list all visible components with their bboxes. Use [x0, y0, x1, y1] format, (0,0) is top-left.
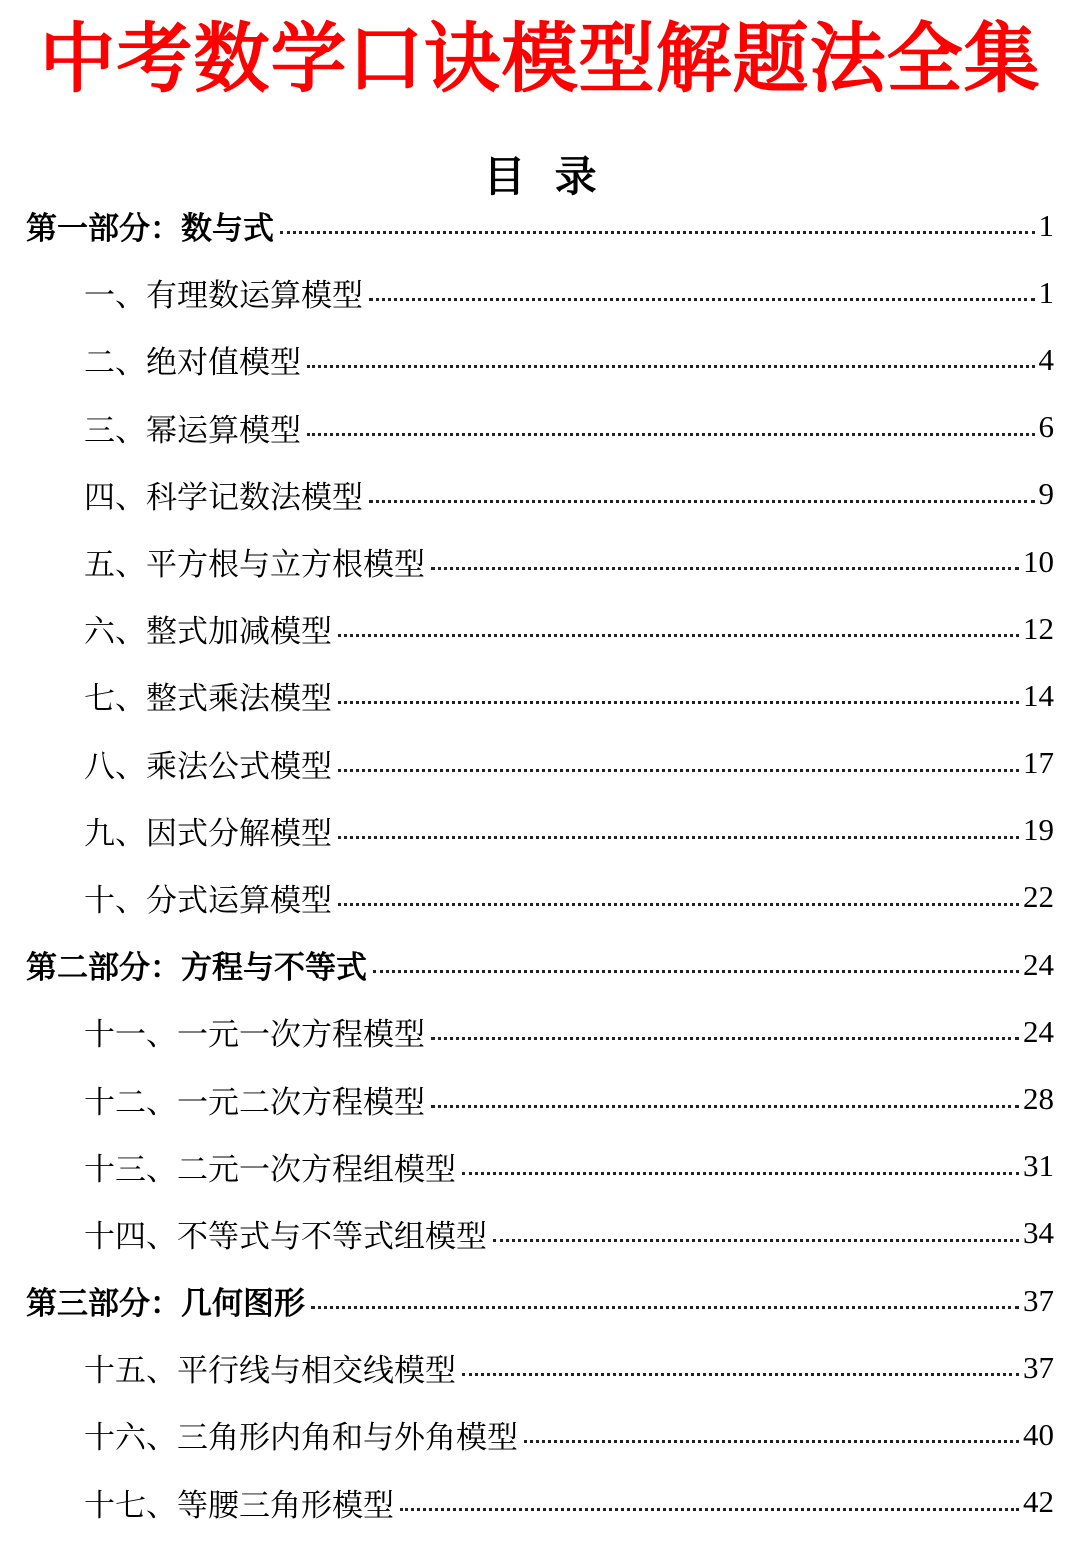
toc-entry-page: 34: [1023, 1215, 1054, 1251]
toc-entry-page: 6: [1038, 409, 1054, 445]
dot-leader: [338, 836, 1019, 839]
toc-chapter-entry[interactable]: [0, 528, 1080, 595]
toc-entry-page: 1: [1038, 274, 1054, 310]
dot-leader: [431, 1037, 1019, 1040]
toc-entry-label: 十二、一元二次方程模型: [84, 1084, 425, 1121]
toc-chapter-entry[interactable]: [0, 1401, 1080, 1468]
toc-entry-page: 19: [1023, 812, 1054, 848]
toc-entry-label: 六、整式加减模型: [84, 614, 332, 651]
dot-leader: [462, 1373, 1019, 1376]
dot-leader: [338, 769, 1019, 772]
document-title: 中考数学口诀模型解题法全集: [39, 14, 1041, 103]
toc-entry-label: 十七、等腰三角形模型: [84, 1487, 394, 1524]
toc-entry-page: 22: [1023, 879, 1054, 915]
toc-entry-label: 九、因式分解模型: [84, 815, 332, 852]
toc-entry-page: 40: [1023, 1416, 1054, 1452]
toc-chapter-entry[interactable]: [0, 1469, 1080, 1536]
toc-entry-label: 十六、三角形内角和与外角模型: [84, 1420, 518, 1457]
toc-entry-label: 五、平方根与立方根模型: [84, 547, 425, 584]
toc-entry-page: 14: [1023, 677, 1054, 713]
toc-entry-label: 四、科学记数法模型: [84, 479, 363, 516]
dot-leader: [338, 701, 1019, 704]
table-of-contents: [0, 192, 1080, 1536]
dot-leader: [524, 1440, 1019, 1443]
toc-chapter-entry[interactable]: [0, 1200, 1080, 1267]
toc-chapter-entry[interactable]: [0, 326, 1080, 393]
toc-chapter-entry[interactable]: [0, 259, 1080, 326]
toc-part-heading[interactable]: [0, 931, 1080, 998]
toc-chapter-entry[interactable]: [0, 998, 1080, 1065]
toc-entry-label: 十四、不等式与不等式组模型: [84, 1218, 487, 1255]
toc-entry-page: 24: [1023, 946, 1054, 982]
toc-heading: 目 录: [483, 152, 597, 201]
toc-entry-label: 二、绝对值模型: [84, 345, 301, 382]
toc-entry-page: 12: [1023, 610, 1054, 646]
toc-entry-label: 十、分式运算模型: [84, 882, 332, 919]
toc-entry-page: 4: [1038, 341, 1054, 377]
toc-part-heading[interactable]: [0, 192, 1080, 259]
toc-entry-label: 十五、平行线与相交线模型: [84, 1353, 456, 1390]
dot-leader: [307, 433, 1035, 436]
dot-leader: [369, 298, 1035, 301]
toc-entry-page: 31: [1023, 1148, 1054, 1184]
toc-chapter-entry[interactable]: [0, 1065, 1080, 1132]
toc-chapter-entry[interactable]: [0, 864, 1080, 931]
toc-entry-label: 一、有理数运算模型: [84, 278, 363, 315]
dot-leader: [369, 500, 1035, 503]
dot-leader: [400, 1508, 1019, 1511]
dot-leader: [431, 1105, 1019, 1108]
dot-leader: [338, 634, 1019, 637]
toc-entry-label: 七、整式乘法模型: [84, 681, 332, 718]
toc-entry-label: 八、乘法公式模型: [84, 748, 332, 785]
toc-entry-page: 42: [1023, 1484, 1054, 1520]
toc-entry-page: 37: [1023, 1282, 1054, 1318]
toc-entry-label: 十一、一元一次方程模型: [84, 1017, 425, 1054]
toc-chapter-entry[interactable]: [0, 730, 1080, 797]
toc-chapter-entry[interactable]: [0, 595, 1080, 662]
toc-chapter-entry[interactable]: [0, 461, 1080, 528]
toc-entry-page: 17: [1023, 745, 1054, 781]
dot-leader: [280, 231, 1035, 234]
toc-entry-page: 9: [1038, 476, 1054, 512]
dot-leader: [338, 903, 1019, 906]
toc-chapter-entry[interactable]: [0, 662, 1080, 729]
toc-chapter-entry[interactable]: [0, 1133, 1080, 1200]
dot-leader: [307, 365, 1035, 368]
toc-entry-page: 28: [1023, 1081, 1054, 1117]
toc-part-heading[interactable]: [0, 1267, 1080, 1334]
toc-entry-label: 第三部分：几何图形: [26, 1286, 305, 1323]
toc-entry-label: 第二部分：方程与不等式: [26, 950, 367, 987]
toc-entry-page: 10: [1023, 543, 1054, 579]
dot-leader: [462, 1172, 1019, 1175]
dot-leader: [431, 567, 1019, 570]
toc-entry-page: 1: [1038, 207, 1054, 243]
toc-entry-label: 三、幂运算模型: [84, 412, 301, 449]
dot-leader: [373, 970, 1019, 973]
toc-chapter-entry[interactable]: [0, 394, 1080, 461]
toc-entry-label: 十三、二元一次方程组模型: [84, 1151, 456, 1188]
dot-leader: [311, 1306, 1019, 1309]
toc-entry-page: 37: [1023, 1349, 1054, 1385]
dot-leader: [493, 1239, 1019, 1242]
toc-chapter-entry[interactable]: [0, 1334, 1080, 1401]
toc-entry-page: 24: [1023, 1013, 1054, 1049]
toc-chapter-entry[interactable]: [0, 797, 1080, 864]
toc-entry-label: 第一部分：数与式: [26, 211, 274, 248]
